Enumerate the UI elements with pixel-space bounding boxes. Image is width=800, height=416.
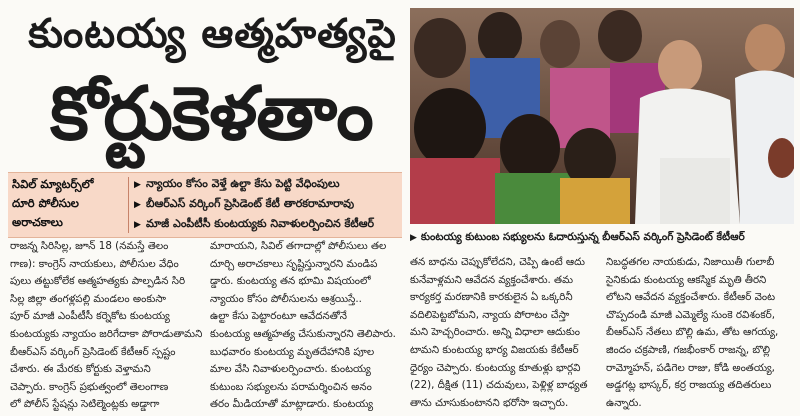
summary-box xyxy=(8,172,402,238)
article-column-2 xyxy=(210,238,404,414)
article-line: కార్యకర్త మరణానికి కారకులైన ఏ ఒక్కరినీ xyxy=(410,291,573,304)
article-column-3 xyxy=(410,254,600,412)
arrow-icon: ▶ xyxy=(410,233,417,243)
article-line: మారాయని, సివిల్ తగాదాల్లో పోలీసులు తల xyxy=(210,240,387,252)
article-line: సైనికుడు కుంటయ్య ఆకస్మిక మృతి తీరని xyxy=(606,273,767,286)
summary-left-line: అరాచకాలు xyxy=(12,215,63,229)
article-line: లో పోలీస్ స్టేషన్లు సెటిల్మెంట్లకు అడ్డాగా xyxy=(10,398,160,411)
article-line: కునేవాళ్లమని ఆవేదన వ్యక్తంచేశారు. తమ xyxy=(410,273,573,286)
article-line: న్యాయం కోసం పోలీసులను ఆశ్రయిస్తే.. xyxy=(210,292,362,305)
article-column-4 xyxy=(606,254,794,412)
article-line: డ్డారు. కుంటయ్య తన భూమి విషయంలో xyxy=(210,275,371,288)
article-line: కుంటయ్యకు న్యాయం జరిగేదాకా పోరాడుతామని xyxy=(10,327,202,340)
arrow-icon: ▶ xyxy=(134,200,141,210)
article-line: బీఆర్ఎస్ నేతలు బొల్లి ఉమ, తోట ఆగయ్య, xyxy=(606,326,779,339)
article-line: బీఆర్ఎస్ వర్కింగ్ ప్రెసిడెంట్ కేటీఆర్ స్పష్టం xyxy=(10,345,176,358)
arrow-icon: ▶ xyxy=(134,220,141,230)
article-line: చెప్పారు. కాంగ్రెస్ ప్రభుత్వంలో తెలంగాణ xyxy=(10,380,169,393)
article-line: రామ్మోహన్, పడిగెల రాజు, కోడి అంతయ్య, xyxy=(606,361,775,374)
article-line: పూర్ మాజీ ఎంపీటీసీ కర్నెకోట కుంటయ్య xyxy=(10,310,170,323)
article-line: కుటుంబ సభ్యులను పరామర్శించిన అనం xyxy=(210,380,372,393)
article-line: (22), దీక్షిత (11) చదువులు, పెళ్లిళ్ల బాధ్యత xyxy=(410,379,588,392)
summary-bullet: ▶ న్యాయం కోసం వెళ్తే ఉల్టా కేసు పెట్టి వేధింపులు xyxy=(134,174,400,194)
article-line: పులు తట్టుకోలేక ఆత్మహత్యకు పాల్పడిన సిరి xyxy=(10,275,186,288)
article-line: ఉల్టా కేసు పెట్టారంటూ ఆవేదనతోనే xyxy=(210,310,348,323)
summary-bullet: ▶ మాజీ ఎంపీటీసీ కుంటయ్యకు నివాళులర్పించిన కేటీఆర్ xyxy=(134,214,400,234)
summary-left-line: సివిల్ మ్యాటర్స్‌లో xyxy=(12,177,94,191)
summary-left-line: దూరి పోలీసుల xyxy=(12,196,79,210)
summary-bullet: ▶ బీఆర్ఎస్ వర్కింగ్ ప్రెసిడెంట్ కేటీ తారకరామారావు xyxy=(134,194,400,214)
article-line: మాల వేసి నివాళులర్పించారు. కుంటయ్య xyxy=(210,363,371,376)
article-line: మని హెచ్చరించారు. అన్ని విధాలా ఆదుకుం xyxy=(410,326,581,339)
summary-divider xyxy=(128,177,129,233)
article-line: తన బాధను చెప్పుకోలేదని, చెప్పి ఉంటే ఆదు xyxy=(410,256,585,268)
article-line: సిల్ల జిల్లా తంగళ్లపల్లి మండలం అంకుసా xyxy=(10,292,166,305)
article-column-1 xyxy=(10,238,202,414)
article-line: టామని కుంటయ్య భార్య విజయకు కేటీఆర్ xyxy=(410,343,579,356)
news-photo xyxy=(410,8,794,224)
article-line: అడ్డగట్ల భాస్కర్, కర్ర రాజయ్య తదితరులు xyxy=(606,379,772,392)
article-line: బుధవారం కుంటయ్య మృతదేహానికి పూల xyxy=(210,345,375,358)
headline-line2: కోర్టుకెళతాం xyxy=(50,71,373,157)
headline-line1: కుంటయ్య ఆత్మహత్యపై xyxy=(28,11,397,57)
photo-caption: ▶ కుంటయ్య కుటుంబ సభ్యులను ఓదారుస్తున్న బీఆర్ఎస్ వర్కింగ్ ప్రెసిడెంట్ కేటీఆర్ xyxy=(410,231,745,243)
article-line: దూర్చి అరాచకాలు సృష్టిస్తున్నారని మండిప xyxy=(210,257,378,270)
arrow-icon: ▶ xyxy=(134,180,141,190)
article-line: జిందం చక్రపాణి, గజభీంకార్ రాజన్న, బొల్లి xyxy=(606,343,771,356)
summary-bullets xyxy=(134,174,400,234)
article-line: చొప్పదండి మాజీ ఎమ్మెల్యే సుంకె రవిశంకర్, xyxy=(606,308,775,321)
article-line: నిబద్ధతగల నాయకుడు, నిజాయితీ గులాబీ xyxy=(606,256,775,268)
article-line: లోటని ఆవేదన వ్యక్తంచేశారు. కేటీఆర్ వెంట xyxy=(606,291,776,304)
article-line: తరం మీడియాతో మాట్లాడారు. కుంటయ్య xyxy=(210,398,374,411)
article-line: చేశారు. ఈ మేరకు కోర్టుకు వెళ్తామని xyxy=(10,363,151,376)
article-line: ఉన్నారు. xyxy=(606,396,642,409)
crowd-photo-illustration xyxy=(410,8,794,224)
article-line: ధైర్యం చెప్పారు. కుంటయ్య కూతుళ్లు భార్గవి xyxy=(410,361,581,374)
article-line: వదిలిపెట్టబోమని, న్యాయ పోరాటం చేస్తా xyxy=(410,308,570,321)
summary-left xyxy=(12,175,124,235)
article-line: రాజన్న సిరిసిల్ల, జూన్ 18 (నమస్తే తెలం xyxy=(10,240,169,252)
article-line: తాను చూసుకుంటానని భరోసా ఇచ్చారు. xyxy=(410,396,569,409)
article-line: గాణ): కాంగ్రెస్ నాయకులు, పోలీసుల వేధిం xyxy=(10,257,179,270)
article-line: కుంటయ్య ఆత్మహత్య చేసుకున్నారని తెలిపారు. xyxy=(210,327,396,340)
